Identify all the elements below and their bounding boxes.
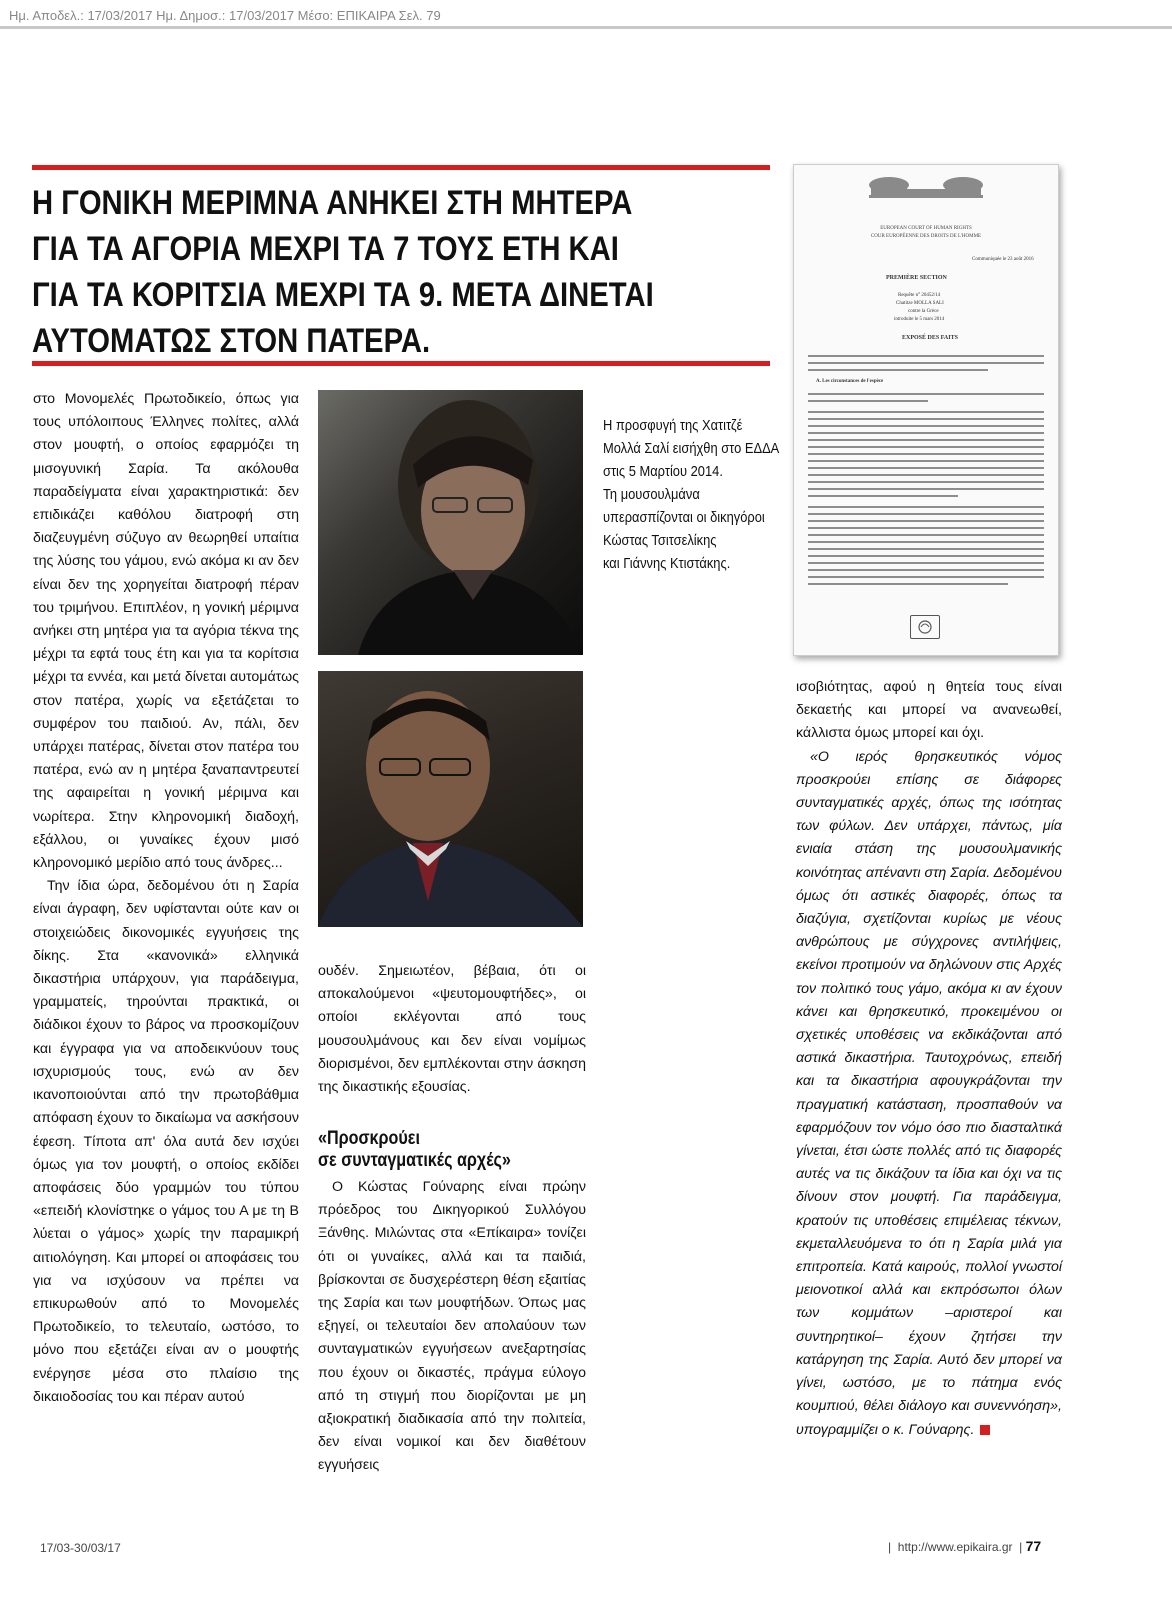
section-title: PREMIÈRE SECTION [886,275,947,281]
doc-text-line [808,369,988,371]
headline-line: ΑΥΤΟΜΑΤΩΣ ΣΤΟΝ ΠΑΤΕΡΑ. [32,322,431,360]
article-column-1 [33,388,299,1409]
communicated-date: Communiquée le 23 août 2016 [972,257,1034,262]
article-column-2-top [318,960,586,1099]
doc-text-line [808,467,1044,469]
doc-text-line [808,460,1044,462]
lawyer-portrait-photo-2 [318,671,583,927]
doc-text-line [808,439,1044,441]
separator: | [1012,1540,1026,1554]
doc-text-line [808,362,1044,364]
request-number: Requête n° 20452/14 [898,293,941,298]
doc-text-line [808,562,1044,564]
doc-text-line [808,527,1044,529]
circumstances-title: A. Les circonstances de l'espèce [816,379,884,384]
doc-text-line [808,481,1044,483]
footer-right [888,1538,1041,1554]
court-name-en: EUROPEAN COURT OF HUMAN RIGHTS [880,226,972,231]
caption-line: Τη μουσουλμάνα [603,486,700,503]
doc-text-line [808,555,1044,557]
doc-text-line [808,418,1044,420]
paragraph: ισοβιότητας, αφού η θητεία τους είναι δεκαετής και μπορεί να ανανεωθεί, κάλλιστα όμως μπορεί και όχι. [796,679,1062,742]
headline-top-rule [32,165,770,170]
quote-paragraph [796,746,1062,1442]
caption-line: Κώστας Τσιτσελίκης [603,532,717,549]
end-of-article-square-icon [980,1425,990,1435]
case-applicant: Chatitze MOLLA SALI [896,301,944,306]
caption-line: Μολλά Σαλί εισήχθη στο ΕΔΔΑ [603,440,780,457]
doc-text-line [808,495,958,497]
doc-text-line [808,513,1044,515]
court-building-logo-icon [794,165,1058,205]
paragraph: στο Μονομελές Πρωτοδικείο, όπως για τους υπόλοιπους Έλληνες πολίτες, αλλά στον μουφτή, ο οποίος εφαρμόζει τη μισογυνική Σαρία. Τα ακόλουθα παραδείγματα είναι χαρακτηριστικά: δεν επιδικάζει καθόλου διατροφή στη διαζευγμένη σύζυγο αν θεωρηθεί υπαίτια της λύσης του γάμου, ενώ ακόμα κι αν δεν είναι δεν της χορηγείται διατροφή πέραν του τριμήνου. Επιπλέον, η γονική μέριμνα ανήκει στη μητέρα για τα αγόρια τέκνα της μέχρι τα εφτά τους έτη και για τα κορίτσια μέχρι τα εννέα, και μετά δίνεται αυτομάτως στον πατέρα, χωρίς να εξετάζεται το συμφέρον του παιδιού. Αν, πάλι, δεν υπάρχει πατέρας, δίνεται στον πατέρα του πατέρα, ενώ αν η μητέρα ξαναπαντρευτεί της αφαιρείται η γονική μέριμνα και νωρίτερα. Στην κληρονομική διαδοχή, εξάλλου, οι γυναίκες έχουν μισό κληρονομικό μερίδιο από τους άνδρες... [33,391,299,872]
paragraph: Ο Κώστας Γούναρης είναι πρώην πρόεδρος του Δικηγορικού Συλλόγου Ξάνθης. Μιλώντας στα «Επίκαιρα» τονίζει ότι οι γυναίκες, αλλά και τα παιδιά, βρίσκονται σε δυσχερέστερη θέση εξαιτίας της Σαρία και των μουφτήδων. Όπως μας εξηγεί, οι τελευταίοι δεν απολαύουν των συνταγματικών εγγυήσεων ανεξαρτησίας που έχουν οι δικαστές, πράγμα εύλογο από τη στιγμή που διορίζονται με μη αξιοκρατική διαδικασία από την πολιτεία, δεν είναι νομικοί και δεν διαθέτουν εγγυήσεις [318,1179,586,1474]
doc-text-line [808,506,1044,508]
headline-line: Η ΓΟΝΙΚΗ ΜΕΡΙΜΝΑ ΑΝΗΚΕΙ ΣΤΗ ΜΗΤΕΡΑ [32,184,633,222]
paragraph: ουδέν. Σημειωτέον, βέβαια, ότι οι αποκαλούμενοι «ψευτομουφτήδες», οι οποίοι εκλέγονται από τους μουσουλμάνους και δεν είναι νομίμως διορισμένοι, δεν εμπλέκονται στην άσκηση της δικαστικής εξουσίας. [318,963,586,1096]
doc-text-line [808,541,1044,543]
doc-text-line [808,474,1044,476]
doc-text-line [808,488,1044,490]
council-of-europe-emblem-icon [910,615,940,639]
doc-text-line [808,569,1044,571]
caption-line: και Γιάννης Κτιστάκης. [603,555,731,572]
doc-text-line [808,453,1044,455]
subheading-line: σε συνταγματικές αρχές» [318,1150,511,1171]
case-filed: introduite le 5 mars 2014 [894,317,945,322]
doc-text-line [808,583,1008,585]
caption-line: υπερασπίζονται οι δικηγόροι [603,509,765,526]
doc-text-line [808,446,1044,448]
doc-text-line [808,400,928,402]
doc-text-line [808,520,1044,522]
doc-text-line [808,576,1044,578]
quote-text: «Ο ιερός θρησκευτικός νόμος προσκρούει επίσης σε διάφορες συνταγματικές αρχές, όπως της ισότητας των φύλων. Δεν υπάρχει, πάντως, μία ενιαία στάση της μουσουλμανικής κοινότητας απέναντι στη Σαρία. Δεδομένου όμως ότι αστικές διαφορές, όπως τα διαζύγια, σχετίζονται κυρίως με νέους ανθρώπους με σύγχρονες αντιλήψεις, εκείνοι προτιμούν να δηλώνουν στις Αρχές τον πολιτικό τους γάμο, ακόμα κι αν έχουν κάνει και θρησκευτικό, προκειμένου οι σχετικές υποθέσεις να εκδικάζονται από αστικά δικαστήρια. Ταυτοχρόνως, επειδή και τα δικαστήρια αφουγκράζονται την πραγματική κατάσταση, προσπαθούν να εφαρμόζουν τον νόμο όσο πιο διασταλτικά γίνεται, έτσι ώστε πολλές από τις διαφορές αυτές να τις δικάζουν τα ίδια και όχι να τις δίνουν στον μουφτή. Για παράδειγμα, κρατούν τις υποθέσεις επιμέλειας τέκνων, εκμεταλλευόμενα το ότι η Σαρία μιλά για επιτροπεία. Κατά καιρούς, πολλοί γνωστοί μειονοτικοί αλλά και εκπρόσωποι όλων των κομμάτων –αριστεροί και συντηρητικοί– έχουν ζητήσει την κατάργηση της Σαρία. Αυτό δεν μπορεί να γίνει, ωστόσο, με το πάτημα ενός κουμπιού, θέλει διάλογο και συνεννόηση», υπογραμμίζει ο κ. Γούναρης. [796,748,1062,1438]
caption-line: στις 5 Μαρτίου 2014. [603,463,723,480]
facts-title: EXPOSÉ DES FAITS [902,335,958,341]
doc-text-line [808,548,1044,550]
caption-line: Η προσφυγή της Χατιτζέ [603,417,743,434]
headline-bottom-rule [32,361,770,366]
headline-line: ΓΙΑ ΤΑ ΚΟΡΙΤΣΙΑ ΜΕΧΡΙ ΤΑ 9. ΜΕΤΑ ΔΙΝΕΤΑΙ [32,276,654,314]
subheading-line: «Προσκρούει [318,1128,420,1149]
photo-caption [603,414,780,575]
page-number: 77 [1025,1538,1042,1554]
court-name-fr: COUR EUROPÉENNE DES DROITS DE L'HOMME [870,234,982,239]
doc-text-line [808,411,1044,413]
doc-text-line [808,425,1044,427]
headline [32,180,668,364]
case-respondent: contre la Grèce [908,309,939,314]
doc-text-line [808,432,1044,434]
doc-text-line [808,534,1044,536]
article-column-2-bottom [318,1176,586,1478]
subheading [318,1128,546,1172]
clipping-meta-line: Ημ. Αποδελ.: 17/03/2017 Ημ. Δημοσ.: 17/03/2017 Μέσο: ΕΠΙΚΑΙΡΑ Σελ. 79 [9,8,441,23]
echr-document-image [793,164,1059,656]
separator: | [888,1540,898,1554]
lawyer-portrait-photo [318,390,583,655]
header-divider [0,26,1172,29]
paragraph: Την ίδια ώρα, δεδομένου ότι η Σαρία είναι άγραφη, δεν υφίστανται ούτε καν οι στοιχειώδεις δικονομικές εγγυήσεις της δίκης. Στα «κανονικά» ελληνικά δικαστήρια υπάρχουν, για παράδειγμα, γραμματείς, τηρούνται πρακτικά, οι διάδικοι έχουν το βάρος να προσκομίζουν και έγγραφα για να αποδεικνύουν τους ισχυρισμούς τους, ενώ αν δεν ικανοποιούνται από την πρωτοβάθμια απόφαση έχουν το δικαίωμα να ασκήσουν έφεση. Τίποτα απ' όλα αυτά δεν ισχύει όμως για τον μουφτή, ο οποίος εκδίδει αποφάσεις δύο γραμμών του τύπου «επειδή κλονίστηκε ο γάμος του Α με τη Β λύεται ο γάμος» χωρίς την παραμικρή αιτιολόγηση. Και μπορεί οι αποφάσεις του για να ισχύσουν να πρέπει να επικυρωθούν από το Μονομελές Πρωτοδικείο, το τελευταίο, ωστόσο, το μόνο που εξετάζει είναι αν ο μουφτής ενέργησε μέσα στο πλαίσιο της δικαιοδοσίας του και πέραν αυτού [33,878,299,1405]
doc-text-line [808,393,1044,395]
website-url: http://www.epikaira.gr [897,1540,1013,1554]
headline-line: ΓΙΑ ΤΑ ΑΓΟΡΙΑ ΜΕΧΡΙ ΤΑ 7 ΤΟΥΣ ΕΤΗ ΚΑΙ [32,230,619,268]
issue-dates: 17/03-30/03/17 [40,1541,121,1555]
article-column-3 [796,676,1062,1442]
doc-text-line [808,355,1044,357]
